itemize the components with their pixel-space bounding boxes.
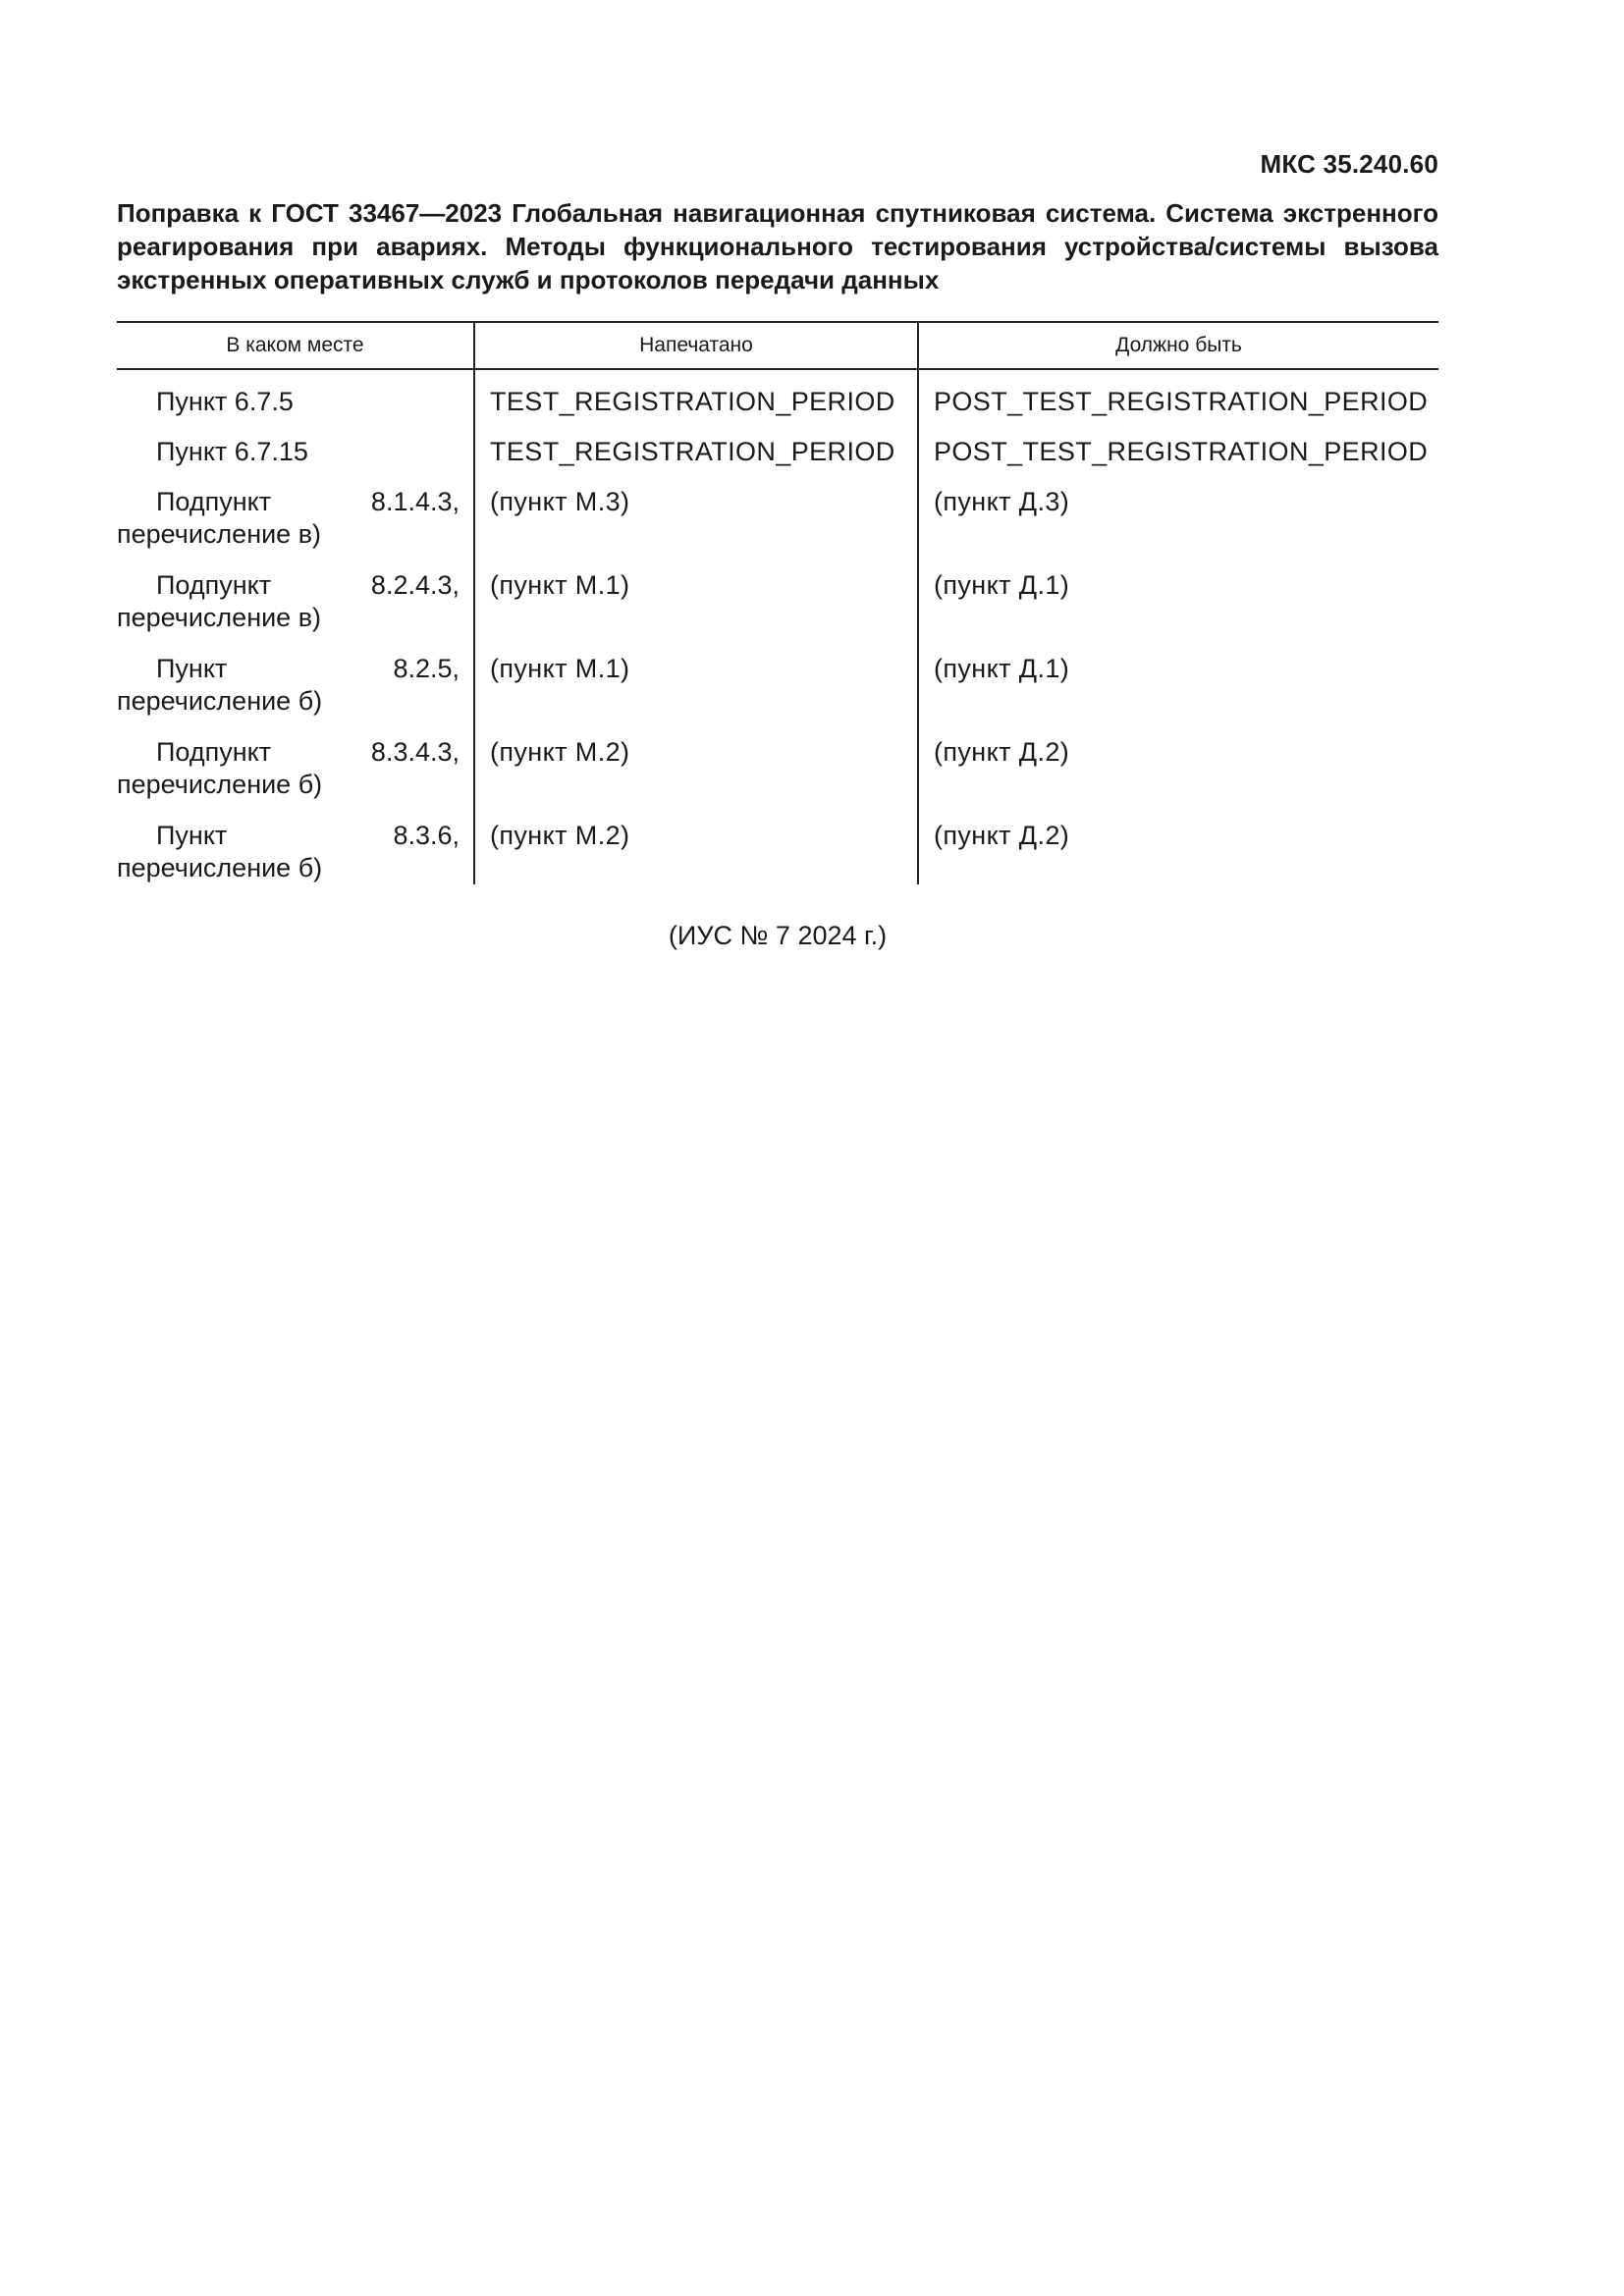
cell-where	[117, 369, 474, 420]
column-header-printed: Напечатано	[474, 322, 918, 369]
cell-where	[117, 637, 474, 721]
cell-printed: (пункт М.1)	[474, 554, 918, 637]
cell-where-text: Подпункт 8.1.4.3, перечисление в)	[117, 487, 460, 549]
cell-printed: TEST_REGISTRATION_PERIOD	[474, 420, 918, 470]
amendment-title: Поправка к ГОСТ 33467—2023 Глобальная навигационная спутниковая система. Система экстренного реагирования при авариях. Методы функционального тестирования устройства/системы вызова экстренных оперативных служб и протоколов передачи данных	[117, 198, 1438, 294]
table-row	[117, 637, 1438, 721]
cell-printed: (пункт М.2)	[474, 721, 918, 804]
cell-should-be: (пункт Д.1)	[918, 554, 1438, 637]
cell-printed: (пункт М.1)	[474, 637, 918, 721]
table-row	[117, 721, 1438, 804]
table-row	[117, 470, 1438, 554]
cell-where	[117, 721, 474, 804]
cell-printed: (пункт М.3)	[474, 470, 918, 554]
table-row	[117, 554, 1438, 637]
cell-where-text: Пункт 6.7.5	[156, 387, 294, 416]
cell-where	[117, 804, 474, 884]
column-header-should-be: Должно быть	[918, 322, 1438, 369]
table-row	[117, 804, 1438, 884]
cell-printed: TEST_REGISTRATION_PERIOD	[474, 369, 918, 420]
table-row	[117, 420, 1438, 470]
cell-where	[117, 554, 474, 637]
cell-printed: (пункт М.2)	[474, 804, 918, 884]
cell-should-be: (пункт Д.1)	[918, 637, 1438, 721]
cell-where-text: Подпункт 8.3.4.3, перечисление б)	[117, 737, 460, 799]
cell-where	[117, 470, 474, 554]
cell-where-text: Пункт 8.3.6, перечисление б)	[117, 821, 460, 882]
cell-should-be: (пункт Д.2)	[918, 721, 1438, 804]
cell-should-be: POST_TEST_REGISTRATION_PERIOD	[918, 420, 1438, 470]
cell-where-text: Подпункт 8.2.4.3, перечисление в)	[117, 570, 460, 632]
cell-should-be: (пункт Д.2)	[918, 804, 1438, 884]
cell-should-be: POST_TEST_REGISTRATION_PERIOD	[918, 369, 1438, 420]
source-reference: (ИУС № 7 2024 г.)	[668, 921, 888, 950]
mks-code: МКС 35.240.60	[1260, 149, 1438, 179]
amendment-table	[117, 321, 1438, 884]
cell-where-text: Пункт 8.2.5, перечисление б)	[117, 654, 460, 716]
table-row	[117, 369, 1438, 420]
cell-where-text: Пункт 6.7.15	[156, 437, 308, 466]
cell-should-be: (пункт Д.3)	[918, 470, 1438, 554]
cell-where	[117, 420, 474, 470]
column-header-where: В каком месте	[117, 322, 474, 369]
table-header-row	[117, 322, 1438, 369]
